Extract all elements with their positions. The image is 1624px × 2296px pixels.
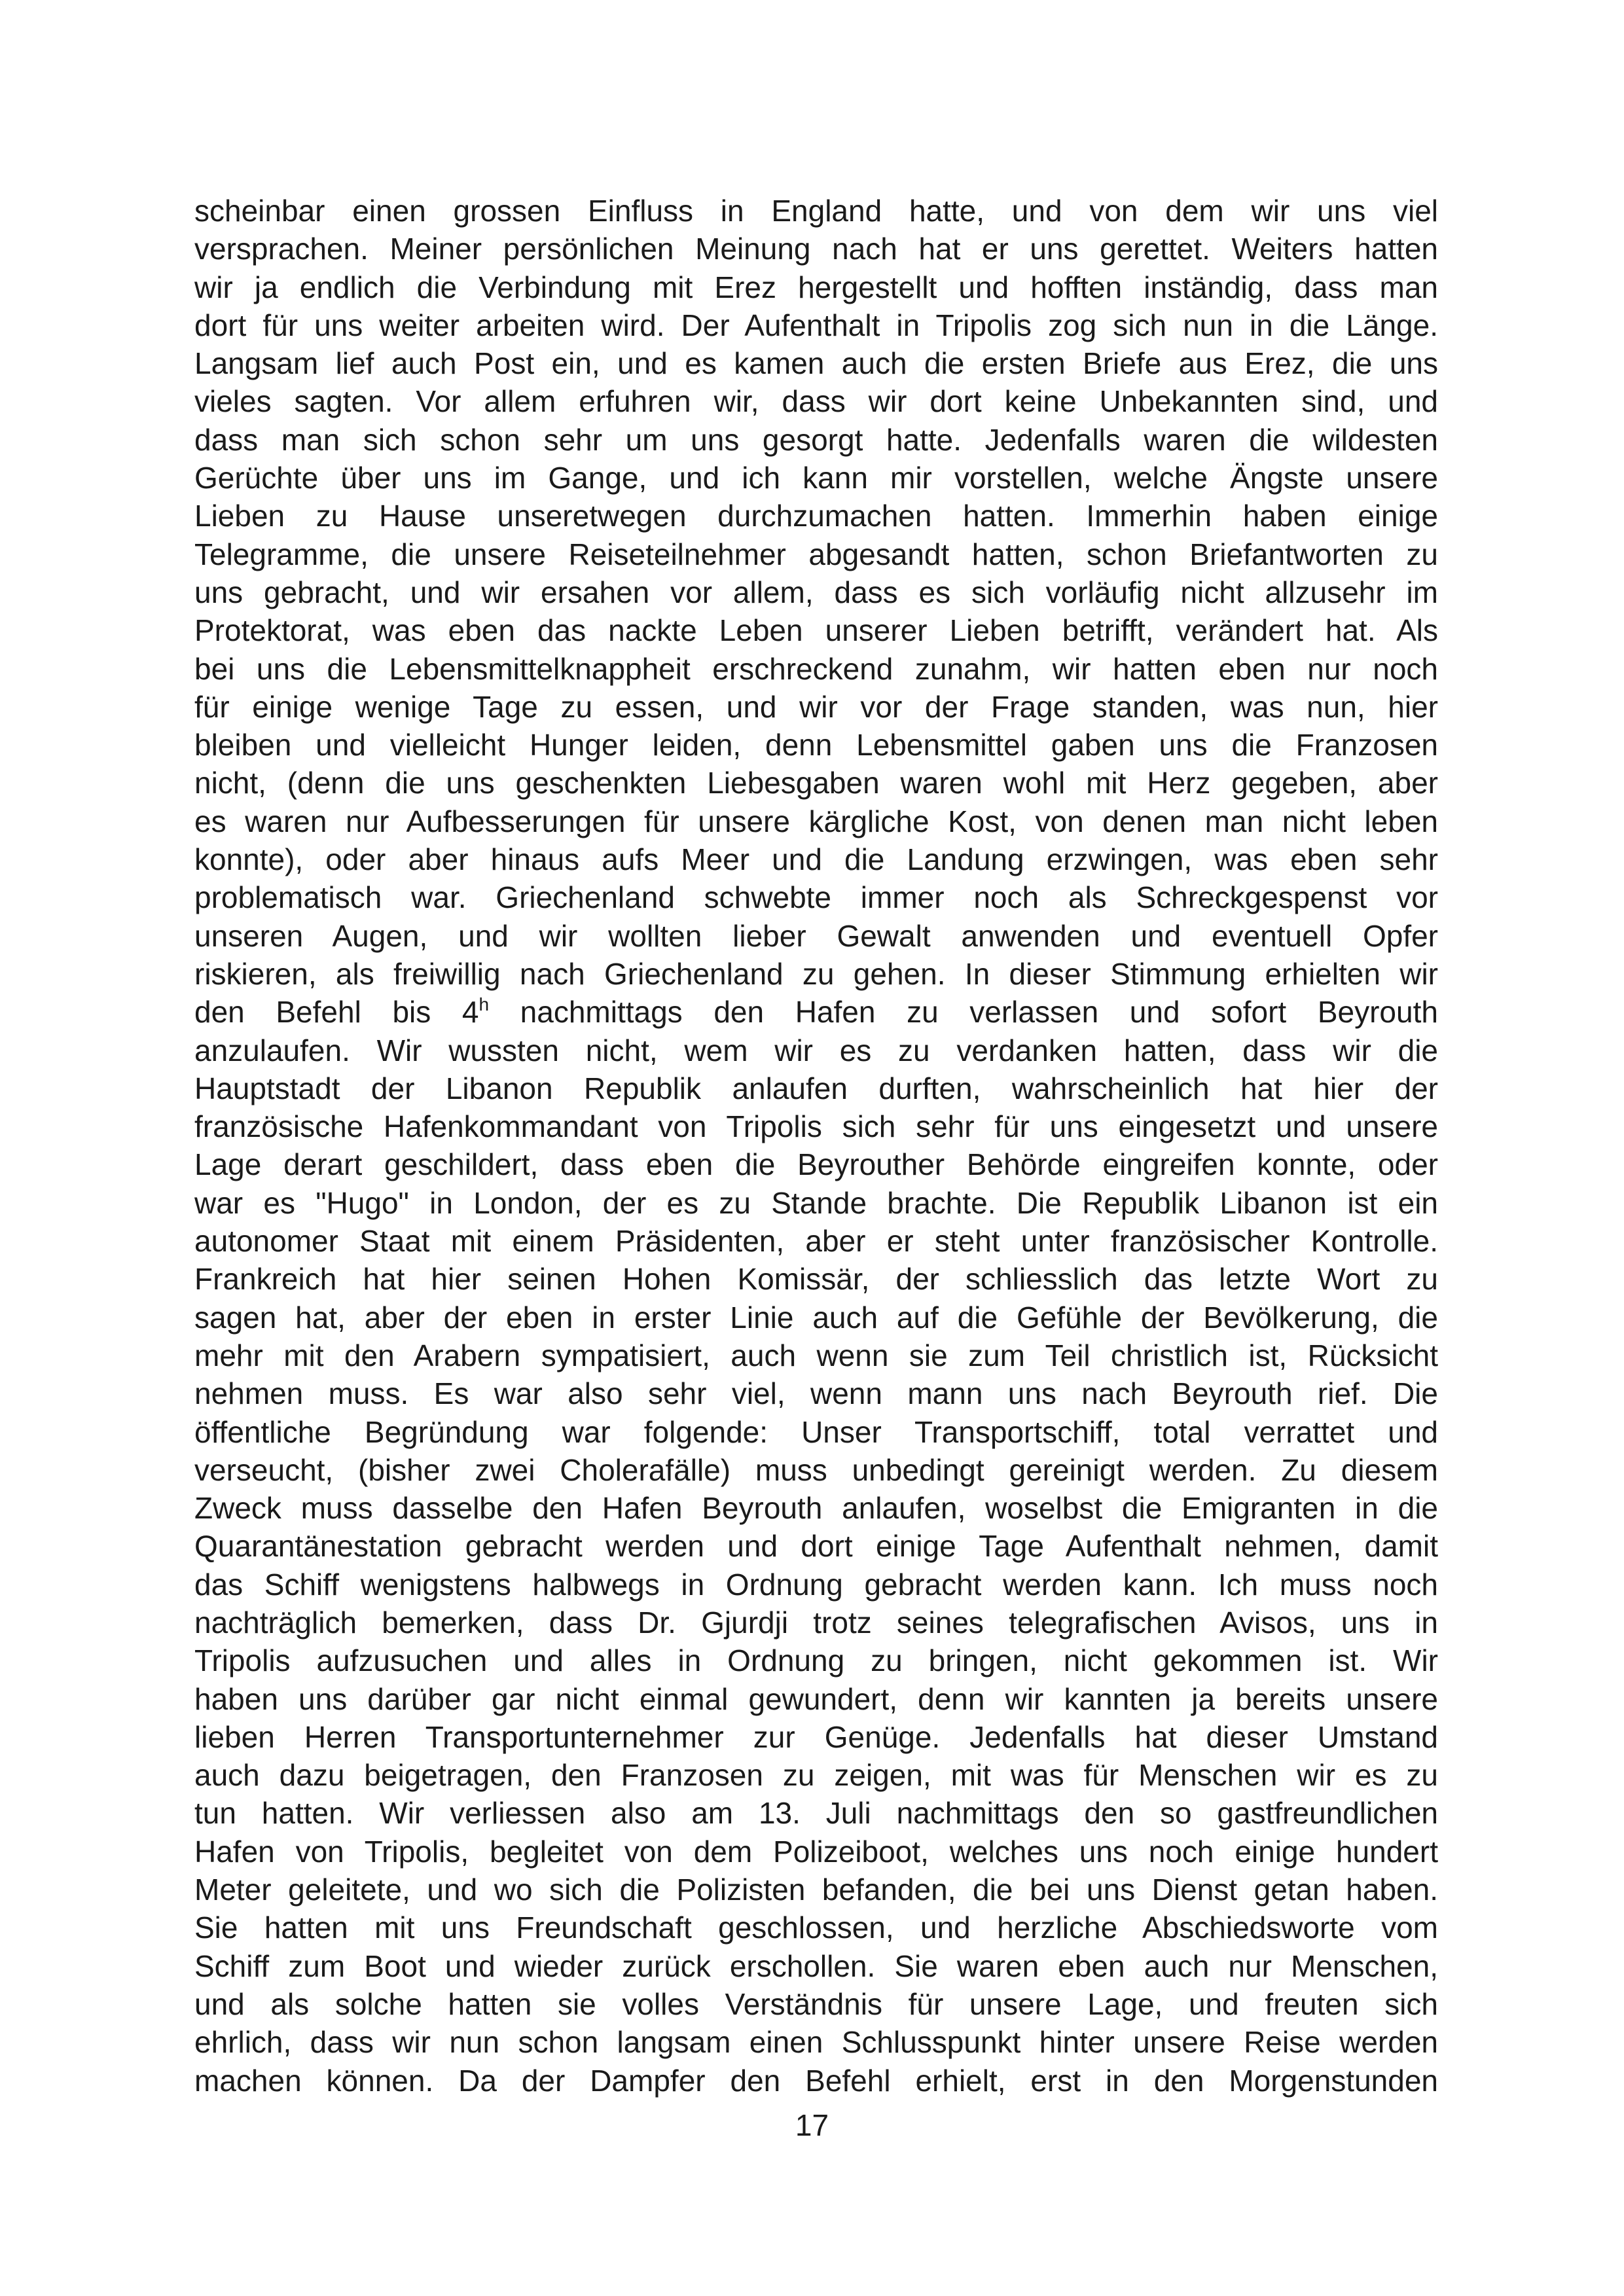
text-line: vieles sagten. Vor allem erfuhren wir, dass wir dort keine Unbekannten sind, und xyxy=(194,384,1438,419)
text-line: machen können. Da der Dampfer den Befehl erhielt, erst in den Morgenstunden xyxy=(194,2063,1438,2098)
word: nachmittags xyxy=(520,995,683,1030)
text-line: nicht, (denn die uns geschenkten Liebesgaben waren wohl mit Herz gegeben, aber xyxy=(194,766,1438,800)
text-line xyxy=(194,993,1438,1031)
word: 4$^h$ xyxy=(461,994,490,1030)
text-line: autonomer Staat mit einem Präsidenten, aber er steht unter französischer Kontrolle. xyxy=(194,1224,1438,1259)
word: den xyxy=(713,995,765,1030)
text-line: Lage derart geschildert, dass eben die Beyrouther Behörde eingreifen konnte, oder xyxy=(194,1147,1438,1182)
text-line: lieben Herren Transportunternehmer zur Genüge. Jedenfalls hat dieser Umstand xyxy=(194,1719,1438,1754)
word: Befehl xyxy=(276,995,361,1030)
text-line: versprachen. Meiner persönlichen Meinung nach hat er uns gerettet. Weiters hatten xyxy=(194,232,1438,266)
text-line: Gerüchte über uns im Gange, und ich kann mir vorstellen, welche Ängste unsere xyxy=(194,461,1438,495)
word: zu xyxy=(907,995,939,1030)
text-line: Schiff zum Boot und wieder zurück erschollen. Sie waren eben auch nur Menschen, xyxy=(194,1948,1438,1983)
text-line: Langsam lief auch Post ein, und es kamen auch die ersten Briefe aus Erez, die uns xyxy=(194,346,1438,381)
text-line: das Schiff wenigstens halbwegs in Ordnung gebracht werden kann. Ich muss noch xyxy=(194,1567,1438,1602)
text-line: nachträglich bemerken, dass Dr. Gjurdji trotz seines telegrafischen Avisos, uns in xyxy=(194,1605,1438,1640)
page-number: 17 xyxy=(795,2108,829,2142)
text-line: sagen hat, aber der eben in erster Linie auch auf die Gefühle der Bevölkerung, die xyxy=(194,1300,1438,1335)
text-line: Hafen von Tripolis, begleitet von dem Polizeiboot, welches uns noch einige hundert xyxy=(194,1834,1438,1869)
word: sofort xyxy=(1211,995,1287,1030)
text-line: ehrlich, dass wir nun schon langsam einen Schlusspunkt hinter unsere Reise werden xyxy=(194,2025,1438,2060)
text-line: öffentliche Begründung war folgende: Unser Transportschiff, total verrattet und xyxy=(194,1414,1438,1449)
text-line: anzulaufen. Wir wussten nicht, wem wir es zu verdanken hatten, dass wir die xyxy=(194,1033,1438,1067)
text-line: bei uns die Lebensmittelknappheit erschreckend zunahm, wir hatten eben nur noch xyxy=(194,651,1438,686)
word: und xyxy=(1129,995,1180,1030)
text-line: Quarantänestation gebracht werden und dort einige Tage Aufenthalt nehmen, damit xyxy=(194,1529,1438,1564)
text-line: bleiben und vielleicht Hunger leiden, denn Lebensmittel gaben uns die Franzosen xyxy=(194,728,1438,762)
text-line: war es "Hugo" in London, der es zu Stande brachte. Die Republik Libanon ist ein xyxy=(194,1185,1438,1220)
text-line: unseren Augen, und wir wollten lieber Gewalt anwenden und eventuell Opfer xyxy=(194,918,1438,953)
text-line: auch dazu beigetragen, den Franzosen zu zeigen, mit was für Menschen wir es zu xyxy=(194,1758,1438,1793)
text-line: französische Hafenkommandant von Tripolis sich sehr für uns eingesetzt und unsere xyxy=(194,1109,1438,1144)
body-text xyxy=(194,192,1438,2100)
text-line: Meter geleitete, und wo sich die Polizisten befanden, die bei uns Dienst getan haben. xyxy=(194,1873,1438,1907)
text-line: Tripolis aufzusuchen und alles in Ordnung zu bringen, nicht gekommen ist. Wir xyxy=(194,1643,1438,1678)
text-line: Protektorat, was eben das nackte Leben unserer Lieben betrifft, verändert hat. Als xyxy=(194,613,1438,648)
text-line: dass man sich schon sehr um uns gesorgt hatte. Jedenfalls waren die wildesten xyxy=(194,422,1438,457)
text-line: nehmen muss. Es war also sehr viel, wenn mann uns nach Beyrouth rief. Die xyxy=(194,1376,1438,1411)
text-line: mehr mit den Arabern sympatisiert, auch wenn sie zum Teil christlich ist, Rücksicht xyxy=(194,1338,1438,1372)
text-line: verseucht, (bisher zwei Cholerafälle) muss unbedingt gereinigt werden. Zu diesem xyxy=(194,1452,1438,1487)
text-line: scheinbar einen grossen Einfluss in England hatte, und von dem wir uns viel xyxy=(194,194,1438,228)
text-line: Sie hatten mit uns Freundschaft geschlossen, und herzliche Abschiedsworte vom xyxy=(194,1910,1438,1945)
word: bis xyxy=(392,995,431,1030)
text-line: problematisch war. Griechenland schwebte immer noch als Schreckgespenst vor xyxy=(194,880,1438,915)
text-line: für einige wenige Tage zu essen, und wir vor der Frage standen, was nun, hier xyxy=(194,689,1438,724)
text-line: Lieben zu Hause unseretwegen durchzumachen hatten. Immerhin haben einige xyxy=(194,499,1438,533)
word: Beyrouth xyxy=(1317,995,1438,1030)
text-line: Frankreich hat hier seinen Hohen Komissär, der schliesslich das letzte Wort zu xyxy=(194,1262,1438,1297)
text-line: es waren nur Aufbesserungen für unsere kärgliche Kost, von denen man nicht leben xyxy=(194,804,1438,838)
text-line: Telegramme, die unsere Reiseteilnehmer abgesandt hatten, schon Briefantworten zu xyxy=(194,537,1438,571)
text-line: tun hatten. Wir verliessen also am 13. Juli nachmittags den so gastfreundlichen xyxy=(194,1796,1438,1831)
text-line: Hauptstadt der Libanon Republik anlaufen durften, wahrscheinlich hat hier der xyxy=(194,1071,1438,1105)
word: Hafen xyxy=(795,995,876,1030)
text-line: riskieren, als freiwillig nach Griechenland zu gehen. In dieser Stimmung erhielten wir xyxy=(194,956,1438,991)
superscript: h xyxy=(478,994,490,1015)
text-line: uns gebracht, und wir ersahen vor allem, dass es sich vorläufig nicht allzusehr im xyxy=(194,575,1438,609)
text-line: und als solche hatten sie volles Verständnis für unsere Lage, und freuten sich xyxy=(194,1986,1438,2021)
text-line: dort für uns weiter arbeiten wird. Der Aufenthalt in Tripolis zog sich nun in die Länge. xyxy=(194,308,1438,342)
word: verlassen xyxy=(969,995,1099,1030)
text-line: haben uns darüber gar nicht einmal gewundert, denn wir kannten ja bereits unsere xyxy=(194,1681,1438,1716)
text-line: Zweck muss dasselbe den Hafen Beyrouth anlaufen, woselbst die Emigranten in die xyxy=(194,1491,1438,1526)
text-line: konnte), oder aber hinaus aufs Meer und die Landung erzwingen, was eben sehr xyxy=(194,842,1438,877)
text-line: wir ja endlich die Verbindung mit Erez hergestellt und hofften inständig, dass man xyxy=(194,270,1438,304)
word: den xyxy=(194,995,245,1030)
